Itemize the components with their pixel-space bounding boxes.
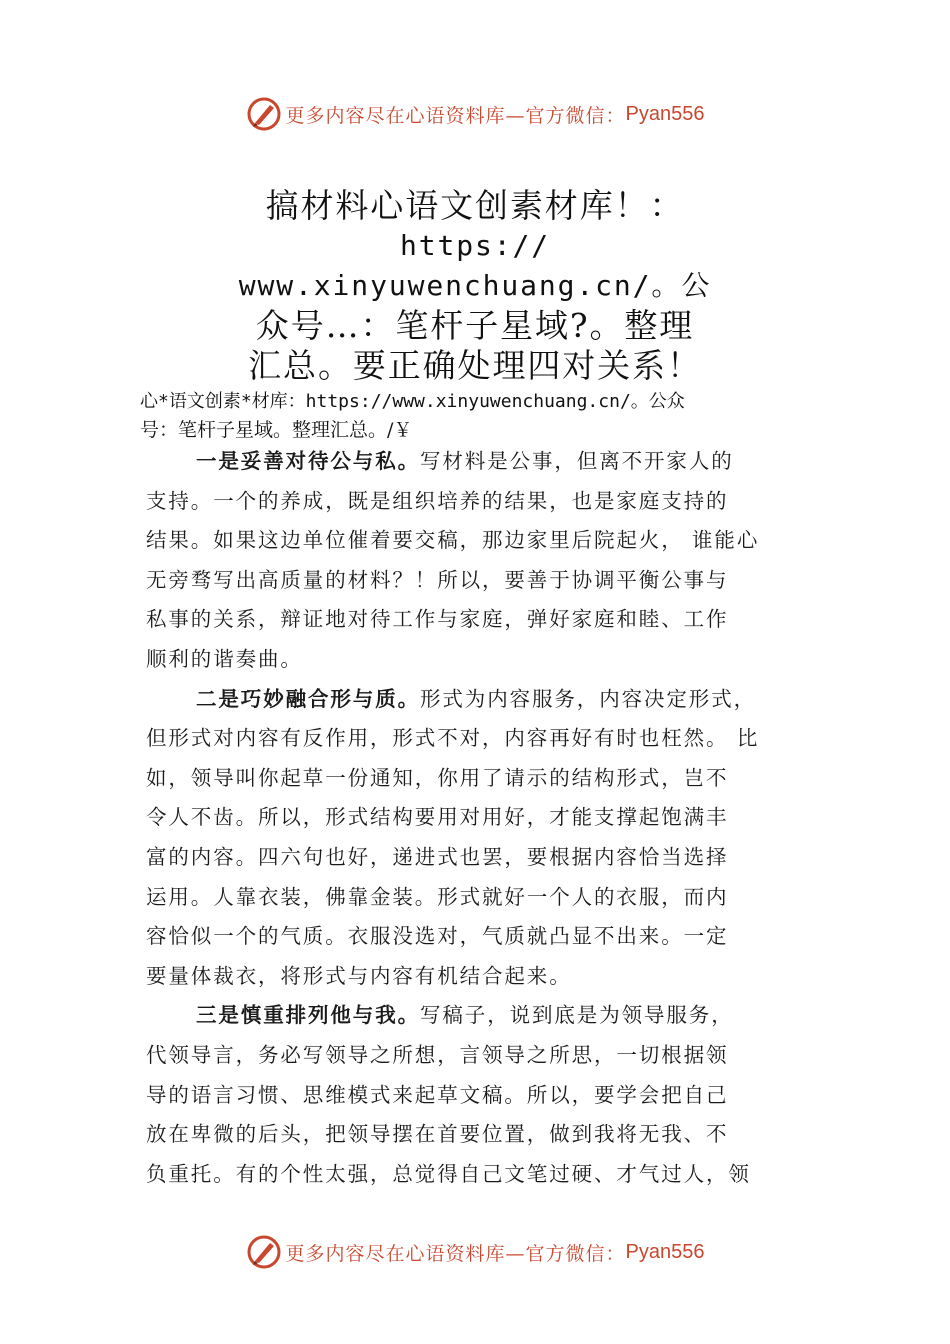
source-note [140, 388, 840, 444]
quill-pen-logo-icon [246, 96, 282, 132]
paragraph-lead: 三是慎重排列他与我。 [196, 1003, 420, 1028]
title-line: https:// [399, 229, 551, 262]
paragraph-1 [146, 442, 820, 680]
paragraph-text: 形式为内容服务，内容决定形式， [420, 686, 756, 711]
paragraph-line: 支持。一个的养成，既是组织培养的结果，也是家庭支持的 [146, 488, 729, 513]
paragraph-line: 负重托。有的个性太强，总觉得自己文笔过硬、才气过人，领 [146, 1161, 751, 1186]
paragraph-line: 代领导言，务必写领导之所想，言领导之所思，一切根据领 [146, 1042, 729, 1067]
paragraph-line: 顺利的谐奏曲。 [146, 646, 303, 671]
paragraph-lead: 一是妥善对待公与私。 [196, 449, 420, 473]
paragraph-first-line [146, 680, 820, 720]
paragraph-line: 无旁骛写出高质量的材料？！所以，要善于协调平衡公事与 [146, 567, 729, 592]
banner-handle: Pyan556 [625, 1240, 705, 1263]
paragraph-first-line [146, 442, 820, 482]
paragraph-line: 富的内容。四六句也好，递进式也罢，要根据内容恰当选择 [146, 844, 729, 869]
paragraph-line: 但形式对内容有反作用，形式不对，内容再好有时也枉然。 比 [146, 726, 760, 751]
source-note-line: 号：笔杆子星域。整理汇总。/￥ [140, 419, 413, 441]
paragraph-text: 写稿子，说到底是为领导服务， [420, 1003, 734, 1028]
paragraph-first-line [146, 996, 820, 1036]
document-title [220, 186, 730, 386]
paragraph-line: 放在卑微的后头，把领导摆在首要位置，做到我将无我、不 [146, 1122, 729, 1147]
title-line: 汇总。要正确处理四对关系！ [248, 346, 702, 385]
paragraph-line: 容恰似一个的气质。衣服没选对，气质就凸显不出来。一定 [146, 924, 729, 949]
paragraph-3 [146, 996, 820, 1194]
paragraph-line: 结果。如果这边单位催着要交稿，那边家里后院起火， 谁能心 [146, 528, 760, 553]
paragraph-line: 私事的关系，辩证地对待工作与家庭，弹好家庭和睦、工作 [146, 607, 729, 632]
footer-banner [0, 1232, 950, 1272]
title-line: 搞材料心语文创素材库！： [265, 186, 685, 225]
header-banner [0, 94, 950, 134]
paragraph-2 [146, 680, 820, 997]
body-content [146, 442, 820, 1194]
paragraph-line: 运用。人靠衣装，佛靠金装。形式就好一个人的衣服，而内 [146, 884, 729, 909]
banner-text: 更多内容尽在心语资料库—官方微信： [285, 1242, 626, 1265]
title-line: www.xinyuwenchuang.cn/。公 [238, 269, 712, 302]
paragraph-line: 令人不齿。所以，形式结构要用对用好，才能支撑起饱满丰 [146, 805, 729, 830]
paragraph-line: 导的语言习惯、思维模式来起草文稿。所以，要学会把自己 [146, 1082, 729, 1107]
paragraph-text: 写材料是公事，但离不开家人的 [420, 449, 734, 473]
paragraph-lead: 二是巧妙融合形与质。 [196, 686, 420, 711]
banner-handle: Pyan556 [625, 102, 705, 125]
paragraph-line: 要量体裁衣，将形式与内容有机结合起来。 [146, 963, 572, 988]
banner-text: 更多内容尽在心语资料库—官方微信： [285, 104, 626, 127]
paragraph-line: 如，领导叫你起草一份通知，你用了请示的结构形式，岂不 [146, 765, 729, 790]
quill-pen-logo-icon [246, 1234, 282, 1270]
source-note-line: 心*语文创素*材库：https://www.xinyuwenchuang.cn/。公众 [140, 391, 685, 412]
title-line: 众号…：笔杆子星域?。整理 [255, 306, 695, 345]
